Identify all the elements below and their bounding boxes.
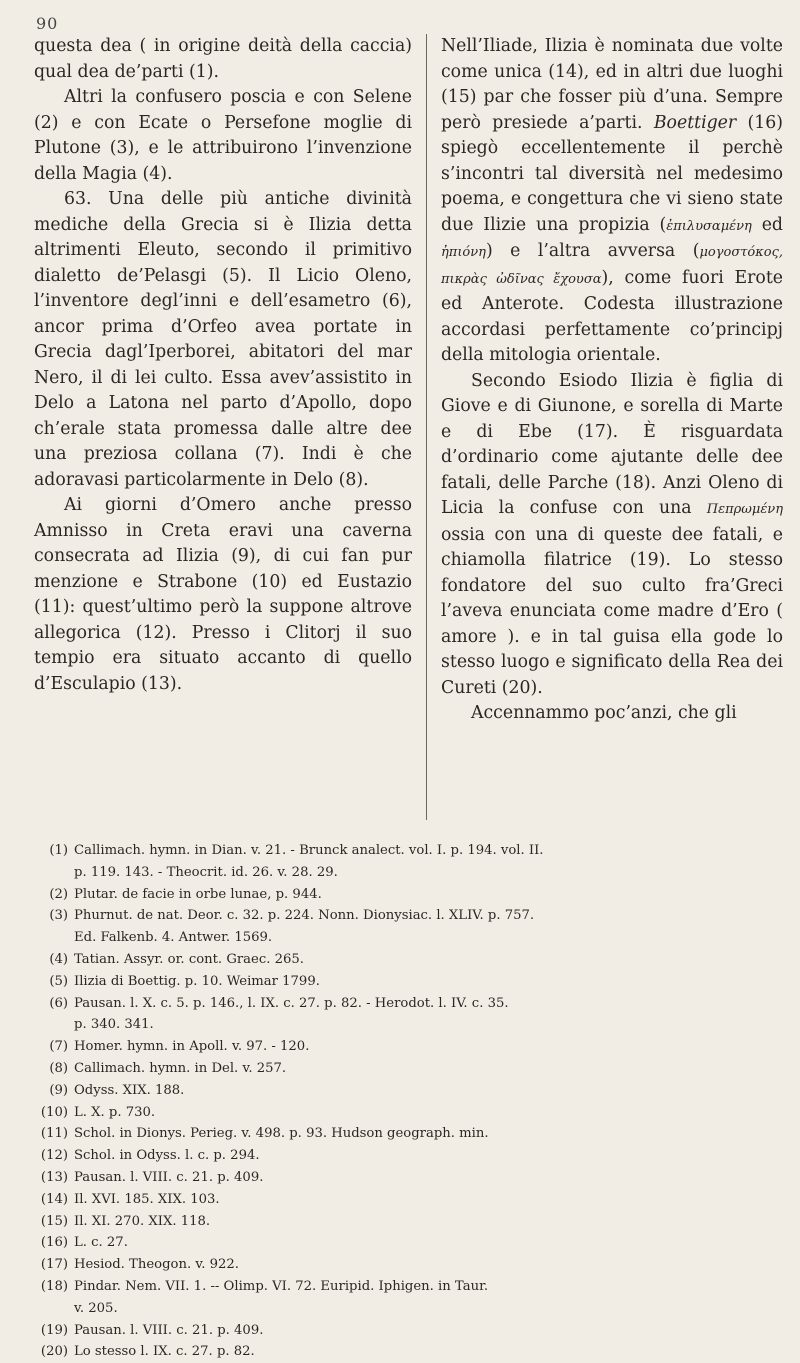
right-p1-text-b: (16) spiegò eccellentemente il perchè s’incontri tal diversità nel medesimo poema, e congettura che vi sieno state due Ilizie una propizia (	[441, 112, 783, 235]
footnote-number: (4)	[49, 951, 68, 967]
footnote-number: (3)	[49, 908, 68, 924]
left-paragraph-4: Ai giorni d’Omero anche presso Amnisso in Creta eravi una caverna consecrata ad Ilizia (9), di cui fan pur menzione e Strabone (10) ed Eustazio (11): quest’ultimo però la suppone altrove allegorica (12). Presso i Clitorj il suo tempio era situato accanto di quello d’Esculapio (13).	[34, 495, 412, 694]
footnote-number: (17)	[40, 1257, 68, 1273]
right-p1-text-a: Nell’Iliade, Ilizia è nominata due volte come unica (14), ed in altri due luoghi (15) par che fosser più d’una. Sempre però presiede a’parti.	[441, 36, 783, 133]
footnote	[34, 1058, 782, 1080]
footnote-text: L. X. p. 730.	[74, 1104, 156, 1120]
footnote	[34, 971, 782, 993]
right-p1-text-d: ) e l’altra avversa (	[485, 241, 700, 261]
footnote-number: (2)	[49, 886, 68, 902]
footnote	[34, 1320, 782, 1342]
footnote-text: Lo stesso l. IX. c. 27. p. 82.	[74, 1344, 255, 1360]
footnote	[34, 1080, 782, 1102]
footnote	[34, 1232, 782, 1254]
footnote	[34, 1123, 782, 1145]
footnote-text: Pausan. l. X. c. 5. p. 146., l. IX. c. 27. p. 82. - Herodot. l. IV. c. 35.	[74, 995, 509, 1011]
footnote	[34, 1036, 782, 1058]
footnote	[34, 949, 782, 971]
footnote-number: (18)	[40, 1278, 68, 1294]
footnote	[34, 862, 782, 884]
right-p2-text-a: Secondo Esiodo Ilizia è figlia di Giove e di Giunone, e sorella di Marte e di Ebe (17). È risguardata d’ordinario come ajutante delle dee fatali, delle Parche (18). Anzi Oleno di Licia la confuse con una	[441, 370, 783, 518]
footnote-text: Pausan. l. VIII. c. 21. p. 409.	[74, 1322, 264, 1338]
footnote-text: Odyss. XIX. 188.	[74, 1082, 185, 1098]
footnote-text: Ed. Falkenb. 4. Antwer. 1569.	[74, 930, 273, 946]
footnote-number: (19)	[40, 1322, 68, 1338]
footnote-text: Homer. hymn. in Apoll. v. 97. - 120.	[74, 1039, 310, 1055]
footnote	[34, 1341, 782, 1363]
footnote-text: Ilizia di Boettig. p. 10. Weimar 1799.	[74, 973, 320, 989]
footnote-number: (6)	[49, 995, 68, 1011]
footnote	[34, 1145, 782, 1167]
greek-term-1: ἐπιλυσαμένη	[666, 218, 752, 234]
left-paragraph-1: questa dea ( in origine deità della caccia) qual dea de’parti (1).	[34, 36, 412, 82]
footnote-number: (20)	[40, 1344, 68, 1360]
footnote-text: Plutar. de facie in orbe lunae, p. 944.	[74, 886, 322, 902]
footnote-text: Hesiod. Theogon. v. 922.	[74, 1257, 239, 1273]
footnote-text: p. 119. 143. - Theocrit. id. 26. v. 28. 29.	[74, 864, 338, 880]
footnote	[34, 1254, 782, 1276]
column-divider	[426, 34, 427, 820]
left-paragraph-3: 63. Una delle più antiche divinità mediche della Grecia si è Ilizia detta altrimenti Eleuto, secondo il primitivo dialetto de’Pelasgi (5). Il Licio Oleno, l’inventore degl’inni e dell’esametro (6), ancor prima d’Orfeo avea portate in Grecia dagl’Iperborei, abitatori del mar Nero, il di lei culto. Essa avev’assistito in Delo a Latona nel parto d’Apollo, dopo ch’erale stata promessa dalle altre dee una preziosa collana (7). Indi è che adoravasi particolarmente in Delo (8).	[34, 189, 412, 490]
footnote	[34, 1211, 782, 1233]
footnote	[34, 1298, 782, 1320]
right-p1-text-e: ), come fuori Erote ed Anterote. Codesta illustrazione accordasi perfettamente co’principj della mitologia orientale.	[441, 267, 783, 365]
footnote-number: (5)	[49, 973, 68, 989]
right-paragraph-3: Accennammo poc’anzi, che gli	[471, 703, 737, 723]
footnote	[34, 840, 782, 862]
footnote-text: Schol. in Odyss. l. c. p. 294.	[74, 1148, 260, 1164]
greek-term-3: μογοστόκος, πικρὰς ὠδῖνας ἔχουσα	[441, 245, 783, 287]
left-column	[34, 34, 412, 697]
boettiger-name: Boettiger	[653, 112, 737, 133]
right-paragraph-2	[441, 369, 783, 702]
left-paragraph-2: Altri la confusero poscia e con Selene (2) e con Ecate o Persefone moglie di Plutone (3), e le attribuirono l’invenzione della Magia (4).	[34, 87, 412, 184]
right-p2-text-b: ossia con una di queste dee fatali, e chiamolla filatrice (19). Lo stesso fondatore del suo culto fra’Greci l’aveva enunciata come madre d’Ero ( amore ). e in tal guisa ella gode lo stesso luogo e significato della Rea dei Cureti (20).	[441, 524, 783, 698]
footnote-number: (9)	[49, 1082, 68, 1098]
footnote	[34, 1167, 782, 1189]
footnote	[34, 1014, 782, 1036]
right-p1-text-c: ed	[751, 214, 783, 235]
footnote-text: Il. XVI. 185. XIX. 103.	[74, 1191, 220, 1207]
footnote-text: Schol. in Dionys. Perieg. v. 498. p. 93. Hudson geograph. min.	[74, 1126, 489, 1142]
footnote	[34, 1102, 782, 1124]
right-column	[441, 34, 783, 727]
footnote	[34, 927, 782, 949]
footnote-number: (7)	[49, 1039, 68, 1055]
greek-term-4: Πεπρωμένη	[706, 502, 783, 517]
footnotes	[34, 840, 782, 1363]
footnote-text: Callimach. hymn. in Del. v. 257.	[74, 1060, 287, 1076]
footnote-number: (14)	[40, 1191, 68, 1207]
footnote-number: (11)	[40, 1126, 68, 1142]
footnote-number: (1)	[49, 843, 68, 858]
footnote	[34, 905, 782, 927]
footnote-number: (13)	[40, 1169, 68, 1185]
footnote-number: (10)	[40, 1104, 68, 1120]
footnote-number: (16)	[40, 1235, 68, 1251]
footnote-text: Callimach. hymn. in Dian. v. 21. - Brunck analect. vol. I. p. 194. vol. II.	[74, 843, 544, 858]
greek-term-2: ἠπιόνη	[441, 245, 486, 260]
footnote	[34, 1276, 782, 1298]
footnote-text: v. 205.	[74, 1300, 118, 1316]
footnote-number: (8)	[49, 1060, 68, 1076]
footnote-text: Pausan. l. VIII. c. 21. p. 409.	[74, 1169, 264, 1185]
footnote-text: Phurnut. de nat. Deor. c. 32. p. 224. Nonn. Dionysiac. l. XLIV. p. 757.	[74, 908, 535, 924]
footnote-text: L. c. 27.	[74, 1235, 128, 1251]
footnote-text: Pindar. Nem. VII. 1. -- Olimp. VI. 72. Euripid. Iphigen. in Taur.	[74, 1278, 489, 1294]
page-number: 90	[36, 14, 59, 33]
footnote-number: (15)	[40, 1213, 68, 1229]
footnote	[34, 993, 782, 1015]
footnote-text: Tatian. Assyr. or. cont. Graec. 265.	[74, 951, 304, 967]
footnote-text: Il. XI. 270. XIX. 118.	[74, 1213, 211, 1229]
footnote-text: p. 340. 341.	[74, 1017, 154, 1033]
right-paragraph-1	[441, 34, 783, 369]
footnote-number: (12)	[40, 1148, 68, 1164]
footnote	[34, 884, 782, 906]
footnote	[34, 1189, 782, 1211]
